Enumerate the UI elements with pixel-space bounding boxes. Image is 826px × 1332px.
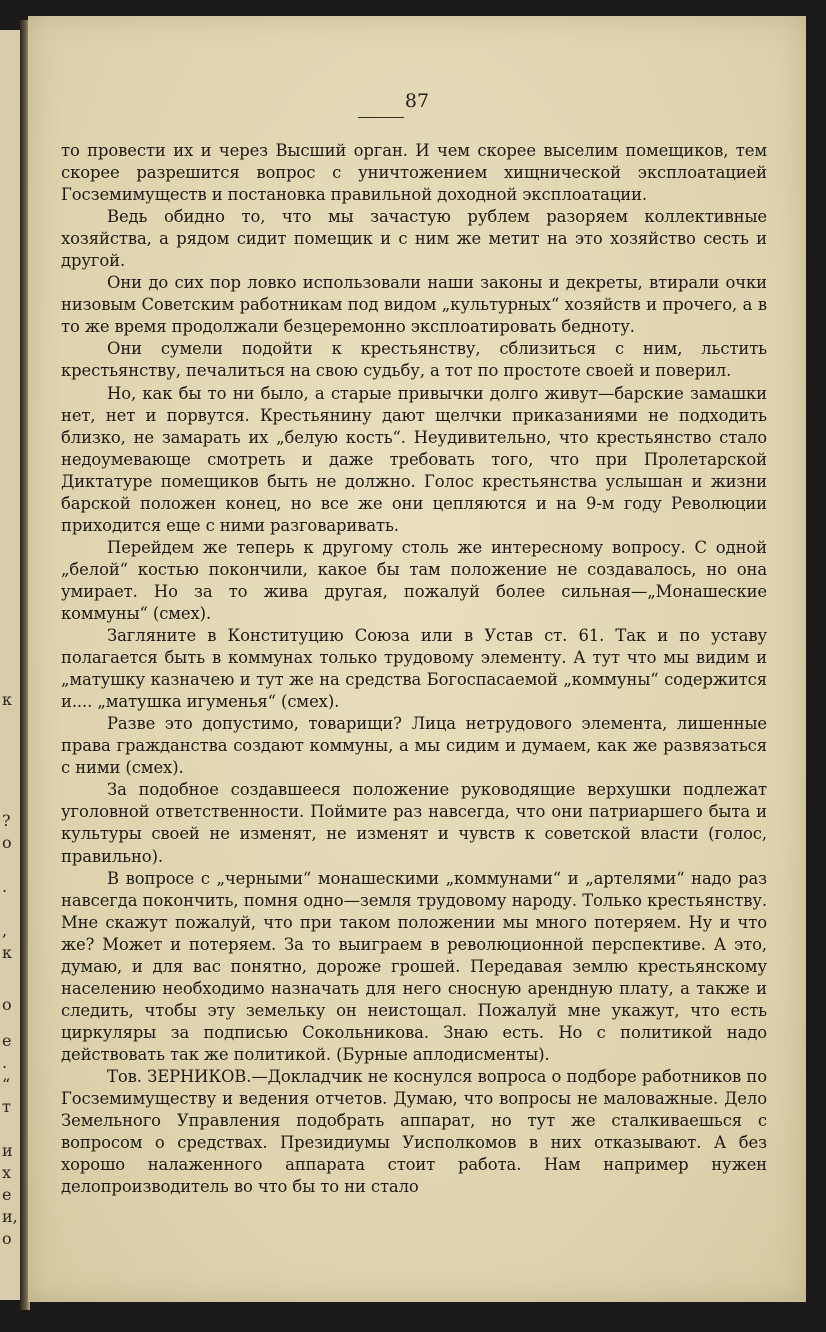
margin-fragment: о [2, 833, 12, 852]
body-text [61, 140, 767, 1198]
paragraph: Перейдем же теперь к другому столь же интересному вопросу. С одной „белой“ костью покончили, какое бы там положение не создавалось, но она умирает. Но за то жива другая, пожалуй более сильная—„Монашеские коммуны“ (смех). [61, 537, 767, 623]
previous-page-edge [0, 30, 22, 1300]
margin-fragment: е [2, 1031, 12, 1050]
margin-fragment: о [2, 995, 12, 1014]
paragraph: Тов. ЗЕРНИКОВ.—Докладчик не коснулся вопроса о подборе работников по Госземимуществу и ведения отчетов. Думаю, что вопросы не маловажные. Дело Земельного Управления подобрать аппарат, но тут же сталкиваешься с вопросом о средствах. Президиумы Уисполкомов в них отказывают. А без хорошо налаженного аппарата стоит работа. Нам например нужен делопроизводитель во что бы то ни стало [61, 1066, 767, 1197]
paragraph: Но, как бы то ни было, а старые привычки долго живут—барские замашки нет, нет и порвутся. Крестьянину дают щелчки приказаниями не подходить близко, не замарать их „белую кость“. Неудивительно, что крестьянство стало недоумевающе смотреть и даже требовать того, что при Пролетарской Диктатуре помещиков быть не должно. Голос крестьянства услышан и жизни барской положен конец, но все же они цепляются и на 9-м году Революции приходится еще с ними разговаривать. [61, 383, 767, 535]
margin-fragment: о [2, 1229, 12, 1248]
margin-fragment: е [2, 1185, 12, 1204]
paragraph: то провести их и через Высший орган. И чем скорее выселим помещиков, тем скорее разрешится вопрос с уничтожением хищнической эксплоатацией Госземимуществ и постановка правильной доходной эксплоатации. [61, 141, 767, 205]
paragraph: Они до сих пор ловко использовали наши законы и декреты, втирали очки низовым Советским работникам под видом „культурных“ хозяйств и прочего, а в то же время продолжали безцеремонно эксплоатировать бедноту. [61, 273, 767, 337]
paragraph: Они сумели подойти к крестьянству, сблизиться с ним, льстить крестьянству, печалиться на свою судьбу, а тот по простоте своей и поверил. [61, 339, 767, 381]
margin-fragment: “ [2, 1075, 11, 1094]
margin-fragment: . [2, 877, 8, 896]
paragraph: В вопросе с „черными“ монашескими „коммунами“ и „артелями“ надо раз навсегда покончить, помня одно—земля трудовому народу. Только крестьянству. Мне скажут пожалуй, что при таком положении мы много потеряем. Ну и что же? Может и потеряем. За то выиграем в революционной перспективе. А это, думаю, и для вас понятно, дороже грошей. Передавая землю крестьянскому населению необходимо назначать для него сносную арендную плату, а также и следить, чтобы эту земельку он неистощал. Пожалуй мне укажут, что есть циркуляры за подписью Сокольникова. Знаю есть. Но с политикой надо действовать так же политикой. (Бурные аплодисменты). [61, 868, 767, 1064]
margin-fragment: . [2, 1053, 8, 1072]
paragraph: Разве это допустимо, товарищи? Лица нетрудового элемента, лишенные права гражданства создают коммуны, а мы сидим и думаем, как же развязаться с ними (смех). [61, 714, 767, 778]
page-number: 87 [404, 90, 430, 112]
margin-fragment: т [2, 1097, 11, 1116]
book-page [28, 16, 806, 1302]
margin-fragment: , [2, 921, 8, 940]
margin-fragment: и [2, 1141, 13, 1160]
margin-fragment: х [2, 1163, 12, 1182]
page-number-rule [358, 117, 404, 118]
margin-fragment: к [2, 690, 12, 709]
margin-fragment: ? [2, 811, 11, 830]
margin-fragment: к [2, 943, 12, 962]
paragraph: Ведь обидно то, что мы зачастую рублем разоряем коллективные хозяйства, а рядом сидит помещик и с ним же метит на это хозяйство сесть и другой. [61, 207, 767, 271]
paragraph: Загляните в Конституцию Союза или в Устав ст. 61. Так и по уставу полагается быть в коммунах только трудовому элементу. А тут что мы видим и „матушку казначею и тут же на средства Богоспасаемой „коммуны“ содержится и.... „матушка игуменья“ (смех). [61, 626, 767, 712]
paragraph: За подобное создавшееся положение руководящие верхушки подлежат уголовной ответственности. Поймите раз навсегда, что они патриаршего быта и культуры своей не изменят, не изменят и чувств к советской власти (голос, правильно). [61, 780, 767, 866]
margin-fragment: и, [2, 1207, 18, 1226]
